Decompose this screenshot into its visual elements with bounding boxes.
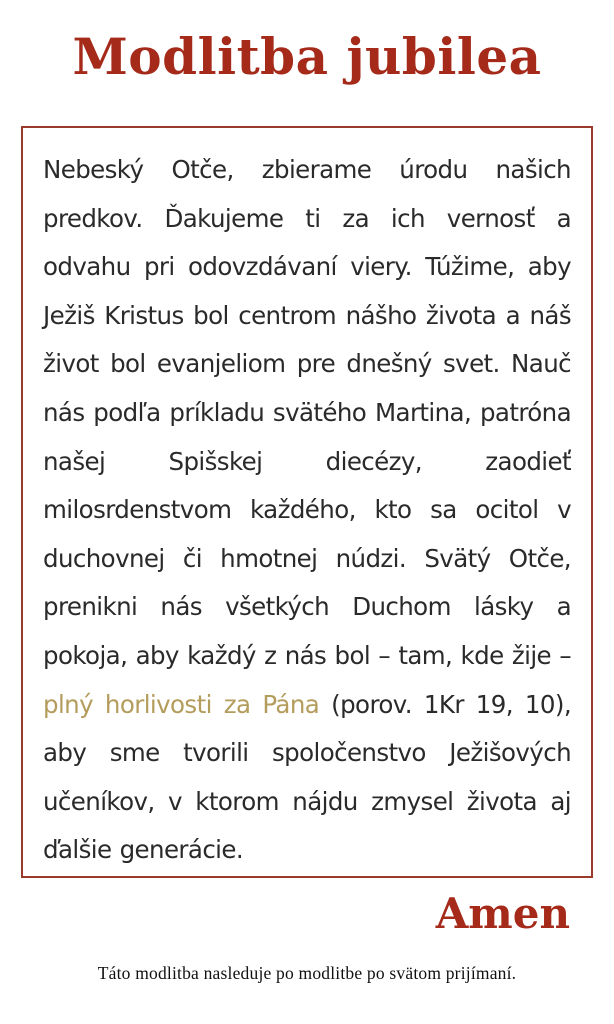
prayer-text-before: Nebeský Otče, zbierame úrodu našich predkov. Ďakujeme ti za ich vernosť a odvahu pri odovzdávaní viery. Túžime, aby Ježiš Kristus bol centrom nášho života a náš život bol evanjeliom pre dnešný svet. Nauč nás podľa príkladu svätého Martina, patróna našej Spišskej diecézy, zaodieť milosrdenstvom každého, kto sa ocitol v duchovnej či hmotnej núdzi. Svätý Otče, prenikni nás všetkých Duchom lásky a pokoja, aby každý z nás bol – tam, kde žije – [43, 155, 571, 670]
prayer-box [21, 126, 593, 878]
page-title: Modlitba jubilea [72, 27, 542, 86]
prayer-text-after: (porov. 1Kr 19, 10), aby sme tvorili spoločenstvo Ježišových učeníkov, v ktorom nájdu zmysel života aj ďalšie generácie. [43, 689, 572, 865]
footnote: Táto modlitba nasleduje po modlitbe po svätom prijímaní. [97, 963, 517, 983]
prayer-text [43, 146, 571, 875]
amen-heading: Amen [435, 889, 570, 938]
prayer-highlight: plný horlivosti za Pána [43, 689, 320, 719]
